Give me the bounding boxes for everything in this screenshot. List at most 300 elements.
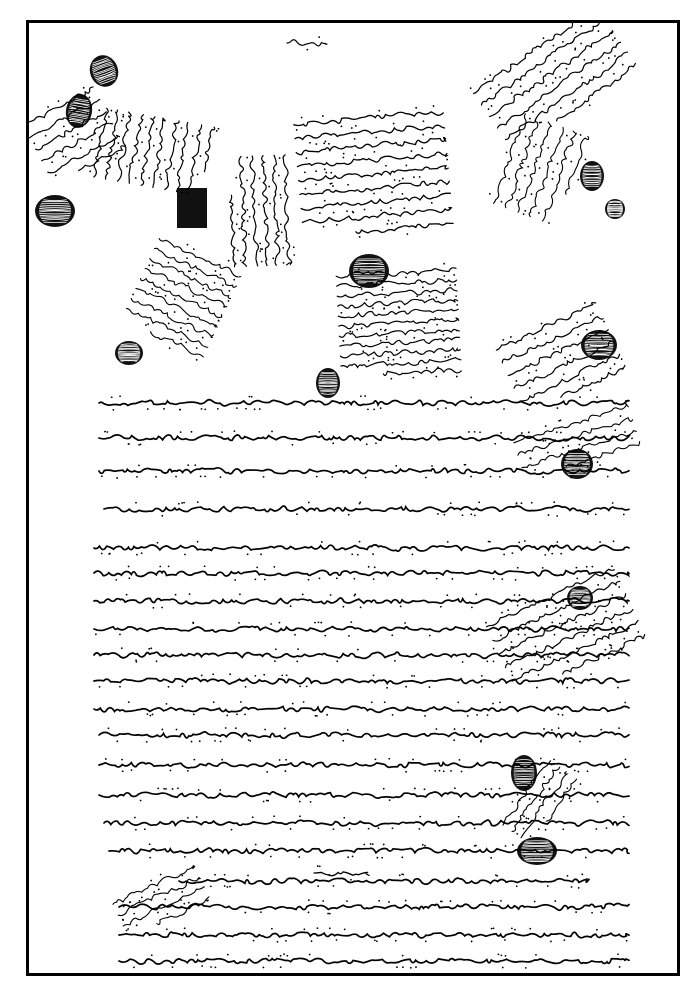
diacritic-dot [285,759,287,761]
diacritic-dot [121,647,123,649]
diacritic-dot [447,541,449,543]
diacritic-dot [514,594,516,596]
diacritic-dot [324,200,326,202]
diacritic-dot [380,407,382,409]
diacritic-dot [436,728,438,730]
diacritic-dot [240,701,242,703]
diacritic-dot [514,929,516,931]
diacritic-dot [368,828,370,830]
diacritic-dot [553,758,555,760]
diacritic-dot [383,788,385,790]
diacritic-dot [112,409,114,411]
diacritic-dot [186,257,188,259]
diacritic-dot [465,464,467,466]
diacritic-dot [270,623,272,625]
diacritic-dot [294,634,296,636]
diacritic-dot [329,927,331,929]
diacritic-dot [411,675,413,677]
diacritic-dot [105,758,107,760]
diacritic-dot [544,440,546,442]
main-text-line [99,400,629,406]
diacritic-dot [259,178,261,180]
diacritic-dot [547,656,549,658]
diacritic-dot [562,714,564,716]
note-line [560,365,627,400]
seal-stamp [580,161,604,191]
diacritic-dot [547,885,549,887]
diacritic-dot [244,714,246,716]
diacritic-dot [578,378,580,380]
diacritic-dot [566,687,568,689]
diacritic-dot [511,927,513,929]
diacritic-dot [444,356,446,358]
diacritic-dot [522,213,524,215]
diacritic-dot [141,896,143,898]
diacritic-dot [552,647,554,649]
diacritic-dot [210,885,212,887]
diacritic-dot [163,788,165,790]
diacritic-dot [411,554,413,556]
diacritic-dot [164,295,166,297]
diacritic-dot [202,336,204,338]
diacritic-dot [432,132,434,134]
diacritic-dot [236,407,238,409]
diacritic-dot [450,502,452,504]
diacritic-dot [474,515,476,517]
diacritic-dot [471,941,473,943]
main-text-line [119,932,629,938]
diacritic-dot [391,634,393,636]
diacritic-dot [612,39,615,42]
diacritic-dot [260,911,262,913]
diacritic-dot [390,378,392,380]
diacritic-dot [413,176,415,178]
diacritic-dot [360,606,362,608]
diacritic-dot [187,464,189,466]
diacritic-dot [135,661,137,663]
diacritic-dot [551,621,553,623]
diacritic-dot [446,159,448,161]
diacritic-dot [424,715,426,717]
diacritic-dot [181,875,183,877]
main-text-line [99,468,629,474]
diacritic-dot [382,286,384,288]
diacritic-dot [517,633,519,635]
diacritic-dot [542,476,544,478]
diacritic-dot [361,288,363,290]
diacritic-dot [161,607,163,609]
diacritic-dot [611,622,613,624]
diacritic-dot [401,856,403,858]
diacritic-dot [559,614,561,616]
diacritic-dot [180,431,182,433]
diacritic-dot [386,687,388,689]
diacritic-dot [386,346,388,348]
diacritic-dot [146,741,148,743]
diacritic-dot [132,293,134,295]
diacritic-dot [315,170,317,172]
diacritic-dot [138,464,140,466]
diacritic-dot [227,300,229,302]
diacritic-dot [552,348,554,350]
diacritic-dot [562,446,564,448]
diacritic-dot [515,759,517,761]
diacritic-dot [352,856,354,858]
diacritic-dot [415,107,417,109]
diacritic-dot [528,372,530,374]
diacritic-dot [126,594,128,596]
diacritic-dot [490,476,492,478]
diacritic-dot [395,465,397,467]
diacritic-dot [433,105,435,107]
note-line [341,357,461,369]
diacritic-dot [421,147,423,149]
diacritic-dot [327,913,329,915]
diacritic-dot [178,503,180,505]
diacritic-dot [515,579,517,581]
diacritic-dot [233,430,235,432]
diacritic-dot [543,103,546,106]
diacritic-dot [164,159,166,161]
diacritic-dot [191,431,193,433]
diacritic-dot [560,432,562,434]
diacritic-dot [319,577,321,579]
diacritic-dot [348,635,350,637]
diacritic-dot [309,954,311,956]
diacritic-dot [388,357,390,359]
diacritic-dot [505,955,507,957]
diacritic-dot [504,939,506,941]
diacritic-dot [270,856,272,858]
diacritic-dot [612,502,614,504]
diacritic-dot [539,71,542,74]
diacritic-dot [219,273,221,275]
diacritic-dot [225,727,227,729]
note-line [296,136,446,155]
diacritic-dot [197,541,199,543]
diacritic-dot [570,160,572,162]
diacritic-dot [272,257,274,259]
diacritic-dot [538,121,541,124]
diacritic-dot [540,322,542,324]
diacritic-dot [148,264,150,266]
seal-stamp [561,449,593,479]
diacritic-dot [268,186,270,188]
diacritic-dot [386,338,388,340]
diacritic-dot [317,865,319,867]
diacritic-dot [266,800,268,802]
diacritic-dot [516,503,518,505]
marginal-note [486,111,594,228]
diacritic-dot [435,376,437,378]
diacritic-dot [128,701,130,703]
diacritic-dot [556,515,558,517]
diacritic-dot [535,369,537,371]
diacritic-dot [259,408,261,410]
diacritic-dot [104,431,106,433]
diacritic-dot [501,954,503,956]
diacritic-dot [557,346,559,348]
header-mark [287,40,327,46]
diacritic-dot [184,927,186,929]
diacritic-dot [99,686,101,688]
diacritic-dot [559,623,561,625]
diacritic-dot [405,686,407,688]
diacritic-dot [543,817,545,819]
diacritic-dot [214,874,216,876]
diacritic-dot [524,602,526,604]
note-line [239,156,248,266]
diacritic-dot [360,395,362,397]
diacritic-dot [280,197,282,199]
diacritic-dot [153,891,155,893]
diacritic-dot [158,888,160,890]
diacritic-dot [166,928,168,930]
diacritic-dot [512,801,514,803]
diacritic-dot [500,200,502,202]
diacritic-dot [562,828,564,830]
diacritic-dot [380,329,382,331]
diacritic-dot [182,685,184,687]
diacritic-dot [510,92,513,95]
diacritic-dot [193,759,195,761]
diacritic-dot [217,128,219,130]
diacritic-dot [115,579,117,581]
diacritic-dot [395,940,397,942]
diacritic-dot [554,77,557,80]
diacritic-dot [440,606,442,608]
diacritic-dot [304,171,306,173]
diacritic-dot [518,188,520,190]
diacritic-dot [326,714,328,716]
document-frame [26,20,680,976]
diacritic-dot [292,703,294,705]
diacritic-dot [563,939,565,941]
diacritic-dot [315,715,317,717]
diacritic-dot [490,788,492,790]
diacritic-dot [616,575,618,577]
diacritic-dot [376,857,378,859]
diacritic-dot [131,769,133,771]
diacritic-dot [542,37,545,40]
diacritic-dot [467,715,469,717]
diacritic-dot [489,74,492,77]
diacritic-dot [545,425,547,427]
diacritic-dot [434,317,436,319]
diacritic-dot [159,173,161,175]
diacritic-dot [463,728,465,730]
diacritic-dot [493,648,495,650]
diacritic-dot [244,912,246,914]
diacritic-dot [592,566,594,568]
diacritic-dot [579,741,581,743]
diacritic-dot [174,298,176,300]
diacritic-dot [51,161,53,163]
diacritic-dot [449,284,451,286]
diacritic-dot [388,901,390,903]
diacritic-dot [485,788,487,790]
note-line [300,179,450,197]
diacritic-dot [443,770,445,772]
diacritic-dot [147,713,149,715]
diacritic-dot [206,289,208,291]
diacritic-dot [122,114,124,116]
diacritic-dot [95,633,97,635]
diacritic-dot [498,953,500,955]
diacritic-dot [587,770,589,772]
diacritic-dot [425,941,427,943]
seal-stamp [511,755,537,791]
diacritic-dot [470,476,472,478]
diacritic-dot [147,408,149,410]
diacritic-dot [613,73,616,76]
note-line [504,118,542,209]
diacritic-dot [574,770,576,772]
diacritic-dot [599,464,601,466]
diacritic-dot [133,966,135,968]
diacritic-dot [419,176,421,178]
diacritic-dot [411,150,413,152]
diacritic-dot [438,190,440,192]
diacritic-dot [405,276,407,278]
diacritic-dot [608,657,610,659]
diacritic-dot [164,898,166,900]
diacritic-dot [528,622,530,624]
diacritic-dot [471,607,473,609]
diacritic-dot [364,209,366,211]
diacritic-dot [556,431,558,433]
diacritic-dot [599,541,601,543]
diacritic-dot [554,60,557,63]
diacritic-dot [561,623,563,625]
diacritic-dot [583,379,585,381]
diacritic-dot [173,168,175,170]
diacritic-dot [135,502,137,504]
diacritic-dot [527,817,530,820]
diacritic-dot [224,874,226,876]
diacritic-dot [191,741,193,743]
diacritic-dot [373,151,375,153]
diacritic-dot [140,800,142,802]
diacritic-dot [584,158,586,160]
note-line [202,126,215,172]
diacritic-dot [152,714,154,716]
diacritic-dot [618,586,620,588]
diacritic-dot [342,606,344,608]
diacritic-dot [347,856,349,858]
diacritic-dot [554,800,556,802]
diacritic-dot [507,609,509,611]
diacritic-dot [333,212,335,214]
diacritic-dot [557,407,559,409]
diacritic-dot [219,789,221,791]
diacritic-dot [373,409,375,411]
seal-stamp [35,195,75,227]
diacritic-dot [168,322,170,324]
diacritic-dot [76,133,78,135]
marginal-note [293,104,454,244]
diacritic-dot [210,966,212,968]
diacritic-dot [213,282,215,284]
diacritic-dot [625,758,627,760]
note-line [92,108,109,178]
diacritic-dot [572,100,575,103]
diacritic-dot [545,333,547,335]
marginal-note [498,756,583,849]
diacritic-dot [204,408,206,410]
diacritic-dot [263,967,265,969]
diacritic-dot [574,99,577,102]
diacritic-dot [264,729,266,731]
diacritic-dot [234,579,236,581]
diacritic-dot [556,163,558,165]
diacritic-dot [374,566,376,568]
diacritic-dot [435,297,437,299]
diacritic-dot [366,299,368,301]
diacritic-dot [188,901,190,903]
diacritic-dot [502,967,504,969]
diacritic-dot [62,155,64,157]
diacritic-dot [175,594,177,596]
diacritic-dot [493,578,495,580]
diacritic-dot [149,857,151,859]
diacritic-dot [247,553,249,555]
diacritic-dot [588,104,591,107]
diacritic-dot [434,770,436,772]
seal-stamp [316,368,340,398]
diacritic-dot [529,117,531,119]
diacritic-dot [528,798,531,801]
diacritic-dot [281,674,283,676]
diacritic-dot [356,329,358,331]
diacritic-dot [204,476,206,478]
diacritic-dot [454,787,456,789]
diacritic-dot [293,254,295,256]
diacritic-dot [111,396,113,398]
diacritic-dot [340,125,342,127]
diacritic-dot [357,649,359,651]
diacritic-dot [136,924,138,926]
diacritic-dot [384,296,386,298]
diacritic-dot [152,607,154,609]
diacritic-dot [226,715,228,717]
diacritic-dot [623,816,625,818]
diacritic-dot [480,740,482,742]
note-line [515,122,552,213]
diacritic-dot [505,845,507,847]
main-text-line [94,706,629,712]
note-line [297,151,447,169]
diacritic-dot [578,444,580,446]
diacritic-dot [149,715,151,717]
diacritic-dot [447,356,449,358]
diacritic-dot [350,879,352,881]
diacritic-dot [544,554,546,556]
diacritic-dot [595,513,597,515]
diacritic-dot [545,85,548,88]
diacritic-dot [547,451,549,453]
diacritic-dot [340,312,342,314]
diacritic-dot [224,885,226,887]
note-line [383,367,461,377]
diacritic-dot [385,165,387,167]
diacritic-dot [491,928,493,930]
diacritic-dot [229,886,231,888]
diacritic-dot [245,408,247,410]
diacritic-dot [543,776,546,779]
diacritic-dot [227,886,229,888]
diacritic-dot [586,328,588,330]
